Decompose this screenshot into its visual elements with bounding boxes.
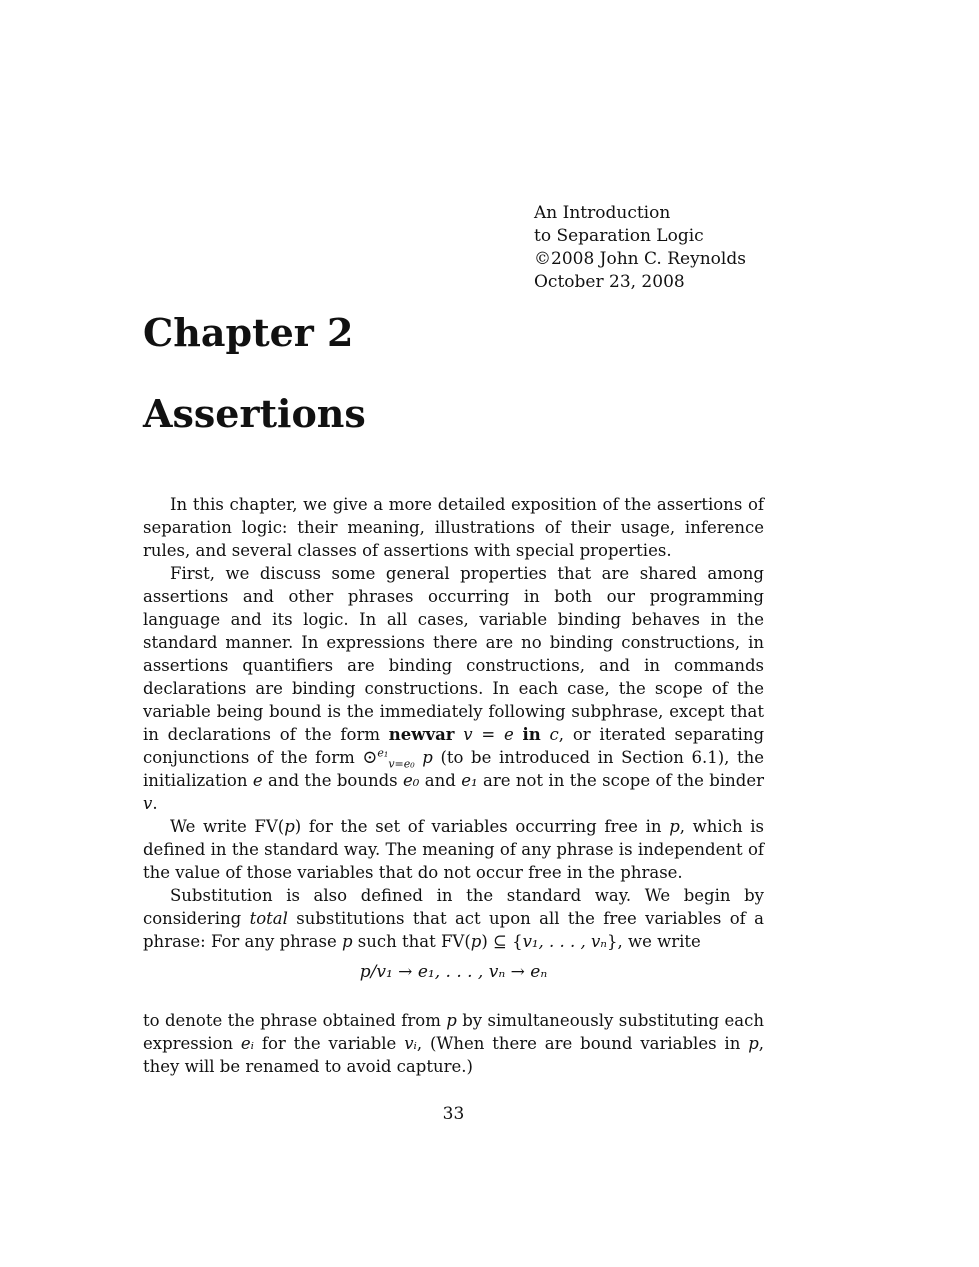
keyword-in: in (522, 725, 541, 744)
header-copyright-line: ©2008 John C. Reynolds (534, 249, 746, 269)
keyword-newvar: newvar (388, 725, 455, 744)
paragraph-denote: to denote the phrase obtained from p by simultaneously substituting each expression eᵢ for the variable vᵢ, (When there are bound variables in p, they will be renamed to avoid capture.) (143, 1011, 764, 1076)
header-title-line: An Introduction (534, 203, 671, 223)
header-date-line: October 23, 2008 (534, 272, 685, 292)
paragraph-intro: In this chapter, we give a more detailed exposition of the assertions of separation logic: their meaning, illustrations of their usage, inference rules, and several classes of assertions with special properties. (143, 495, 764, 560)
header-subtitle-line: to Separation Logic (534, 226, 704, 246)
paragraph-binding: First, we discuss some general properties that are shared among assertions and other phrases occurring in both our programming language and its logic. In all cases, variable binding behaves in the standard manner. In expressions there are no binding constructions, in assertions quantifiers are binding constructions, and in commands declarations are binding constructions. In each case, the scope of the variable being bound is the immediately following subphrase, except that in declarations of the form newvar v = e in c, or iterated separating conjunctions of the form ⊙$^{e_1}_{v=e_0}$ p (to be introduced in Section 6.1), the initialization e and the bounds e₀ and e₁ are not in the scope of the binder v. (143, 564, 765, 813)
paragraph-free-variables: We write FV(p) for the set of variables occurring free in p, which is defined in the standard way. The meaning of any phrase is independent of the value of those variables that do not occur free in the phrase. (143, 817, 764, 882)
chapter-title-heading: Assertions (143, 391, 366, 436)
body-text-bottom (143, 1009, 764, 1078)
body-text-top (143, 493, 764, 953)
page-header (534, 202, 746, 294)
page-number: 33 (442, 1104, 465, 1124)
chapter-number-heading: Chapter 2 (143, 310, 354, 355)
paragraph-substitution: Substitution is also defined in the standard way. We begin by considering total substitutions that act upon all the free variables of a phrase: For any phrase p such that FV(p) ⊆ {v₁, . . . , vₙ}, we write (143, 886, 764, 951)
iterated-conjunction-symbol: ⊙ (362, 747, 378, 768)
display-formula: p/v₁ → e₁, . . . , vₙ → eₙ (359, 962, 548, 982)
